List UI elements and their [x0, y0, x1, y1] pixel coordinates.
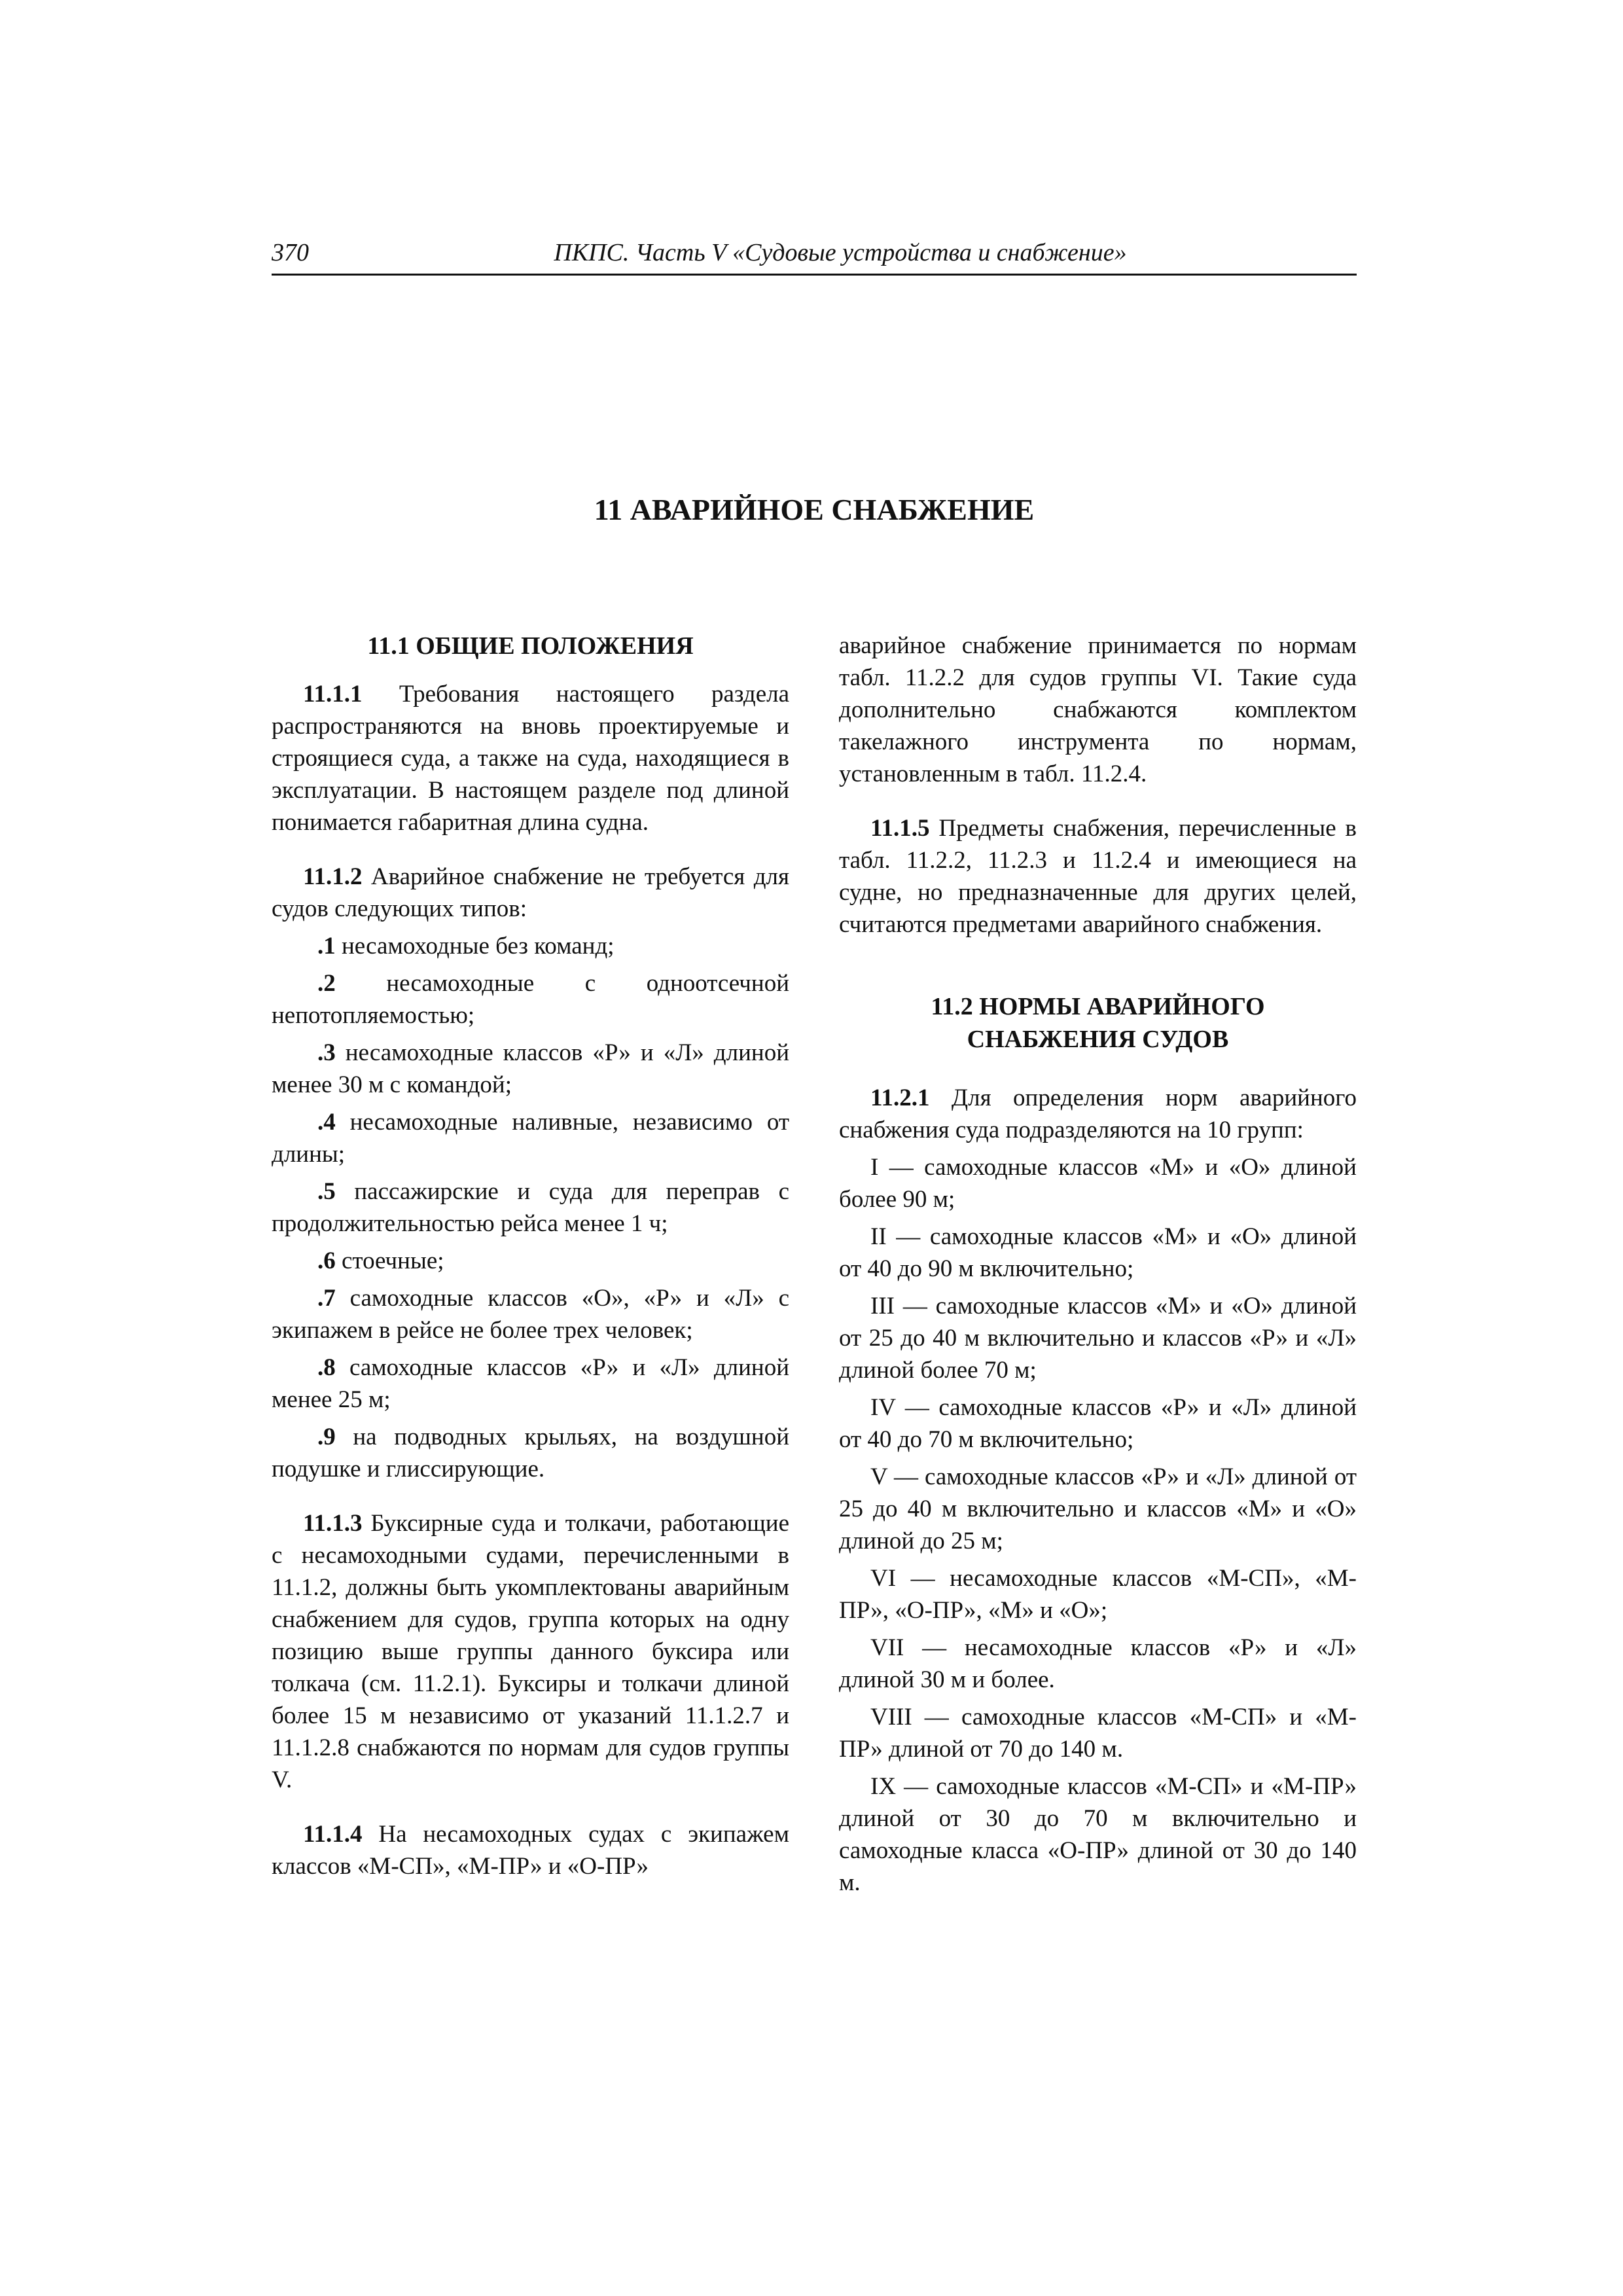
group-item: III — самоходные классов «М» и «О» длиной от 25 до 40 м включительно и классов «Р» и «Л» длиной более 70 м; — [839, 1293, 1357, 1384]
group-item: V — самоходные классов «Р» и «Л» длиной от 25 до 40 м включительно и классов «М» и «О» длиной до 25 м; — [839, 1463, 1357, 1554]
item-number: .6 — [317, 1247, 336, 1274]
group-item: IX — самоходные классов «М-СП» и «М-ПР» длиной от 30 до 70 м включительно и самоходные класса «О-ПР» длиной от 30 до 140 м. — [839, 1773, 1357, 1896]
item-number: .1 — [317, 933, 336, 960]
clause-number: 11.1.4 — [303, 1821, 363, 1848]
clause-number: 11.2.1 — [870, 1085, 930, 1111]
paragraph-11-1-3 — [272, 1507, 789, 1796]
section-title-11-1: 11.1 ОБЩИЕ ПОЛОЖЕНИЯ — [367, 632, 694, 660]
item-number: .7 — [317, 1285, 336, 1312]
clause-text: Предметы снабжения, перечисленные в табл. 11.2.2, 11.2.3 и 11.2.4 и имеющиеся на судне, но предназначенные для других целей, считаются предметами аварийного снабжения. — [839, 815, 1357, 938]
running-title: ПКПС. Часть V «Судовые устройства и снабжение» — [554, 239, 1127, 266]
item-number: .4 — [317, 1109, 336, 1136]
item-text: несамоходные классов «Р» и «Л» длиной менее 30 м с командой; — [272, 1039, 790, 1098]
item-number: .8 — [317, 1354, 336, 1381]
group-item: II — самоходные классов «М» и «О» длиной от 40 до 90 м включительно; — [839, 1223, 1357, 1282]
clause-text: Для определения норм аварийного снабжения суда подразделяются на 10 групп: — [839, 1085, 1357, 1143]
clause-text: Аварийное снабжение не требуется для судов следующих типов: — [272, 863, 790, 922]
list-item — [272, 930, 789, 962]
list-item — [272, 1037, 789, 1101]
list-item — [272, 1175, 789, 1240]
item-text: пассажирские и суда для переправ с продолжительностью рейса менее 1 ч; — [272, 1178, 790, 1237]
clause-number: 11.1.2 — [303, 863, 363, 890]
list-item — [272, 1106, 789, 1170]
group-item: VI — несамоходные классов «М-СП», «М-ПР», «О-ПР», «М» и «О»; — [839, 1565, 1357, 1624]
item-number: .5 — [317, 1178, 336, 1205]
paragraph-11-1-1 — [272, 678, 789, 838]
paragraph-11-1-4-continued — [839, 630, 1357, 790]
item-number: .2 — [317, 970, 336, 997]
group-item: VIII — самоходные классов «М-СП» и «М-ПР» длиной от 70 до 140 м. — [839, 1704, 1357, 1763]
section-title-11-2 — [839, 990, 1357, 1056]
list-item — [272, 1282, 789, 1346]
clause-text: аварийное снабжение принимается по нормам табл. 11.2.2 для судов группы VI. Такие суда дополнительно снабжаются комплектом такелажного инструмента по нормам, установленным в табл. 11.2.4. — [839, 632, 1357, 787]
left-column — [272, 630, 789, 1888]
clause-text: Буксирные суда и толкачи, работающие с несамоходными судами, перечисленными в 11.1.2, должны быть укомплектованы аварийным снабжением для судов, группа которых на одну позицию выше группы данного буксира или толкача (см. 11.2.1). Буксиры и толкачи длиной более 15 м независимо от указаний 11.1.2.7 и 11.1.2.8 снабжаются по нормам для судов группы V. — [272, 1510, 790, 1793]
item-number: .9 — [317, 1424, 336, 1450]
clause-number: 11.1.3 — [303, 1510, 363, 1537]
paragraph-11-2-1 — [839, 1082, 1357, 1146]
paragraph-11-1-4 — [272, 1818, 789, 1882]
item-text: самоходные классов «Р» и «Л» длиной менее 25 м; — [272, 1354, 790, 1413]
group-item: I — самоходные классов «М» и «О» длиной более 90 м; — [839, 1154, 1357, 1213]
item-text: самоходные классов «О», «Р» и «Л» с экипажем в рейсе не более трех человек; — [272, 1285, 790, 1344]
clause-number: 11.1.1 — [303, 681, 363, 708]
section-title-line: СНАБЖЕНИЯ СУДОВ — [967, 1026, 1229, 1053]
item-text: несамоходные без команд; — [342, 933, 615, 960]
item-number: .3 — [317, 1039, 336, 1066]
right-column — [839, 630, 1357, 1904]
item-text: несамоходные с одноотсечной непотопляемостью; — [272, 970, 789, 1029]
running-header — [272, 234, 1357, 276]
section-title-line: 11.2 НОРМЫ АВАРИЙНОГО — [931, 993, 1265, 1020]
item-text: несамоходные наливные, независимо от длины; — [272, 1109, 789, 1168]
page-number: 370 — [272, 239, 309, 266]
list-item — [272, 967, 789, 1031]
group-item: IV — самоходные классов «Р» и «Л» длиной от 40 до 70 м включительно; — [839, 1394, 1357, 1453]
list-item — [272, 1245, 789, 1277]
chapter-title: 11 АВАРИЙНОЕ СНАБЖЕНИЕ — [594, 493, 1035, 526]
paragraph-11-1-2 — [272, 861, 789, 925]
list-item — [272, 1352, 789, 1416]
list-item — [272, 1421, 789, 1485]
item-text: стоечные; — [342, 1247, 444, 1274]
paragraph-11-1-5 — [839, 812, 1357, 941]
clause-text: Требования настоящего раздела распространяются на вновь проектируемые и строящиеся суда, а также на суда, находящиеся в эксплуатации. В настоящем разделе под длиной понимается габаритная длина судна. — [272, 681, 790, 836]
clause-text: На несамоходных судах с экипажем классов «М-СП», «М-ПР» и «О-ПР» — [272, 1821, 789, 1880]
group-item: VII — несамоходные классов «Р» и «Л» длиной 30 м и более. — [839, 1634, 1357, 1693]
clause-number: 11.1.5 — [870, 815, 930, 842]
item-text: на подводных крыльях, на воздушной подушке и глиссирующие. — [272, 1424, 790, 1482]
